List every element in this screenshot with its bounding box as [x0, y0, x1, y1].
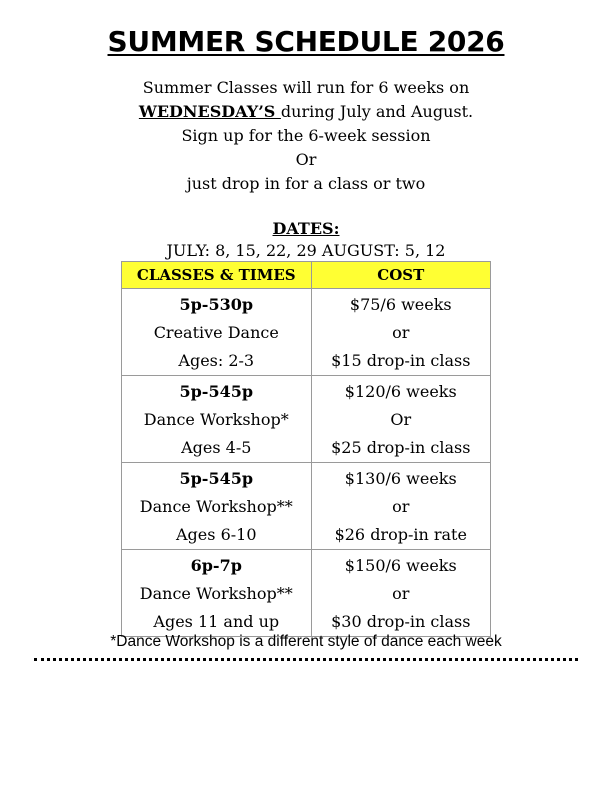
- class-name: Dance Workshop*: [143, 410, 289, 429]
- table-row: [122, 463, 491, 550]
- class-cell: [122, 289, 312, 376]
- footnote: *Dance Workshop is a different style of dance each week: [110, 633, 502, 650]
- table-row: [122, 550, 491, 637]
- table-header-row: [122, 262, 491, 289]
- class-cell: [122, 550, 312, 637]
- cost-or: or: [392, 497, 410, 516]
- cost-cell: [311, 463, 490, 550]
- schedule-table: [121, 261, 491, 637]
- session-cost: $75/6 weeks: [349, 295, 452, 314]
- session-cost: $130/6 weeks: [344, 469, 457, 488]
- intro-line-1: Summer Classes will run for 6 weeks on: [142, 78, 470, 97]
- dropin-cost: $30 drop-in class: [331, 612, 471, 631]
- header-classes-times: CLASSES & TIMES: [122, 262, 312, 289]
- dropin-cost: $25 drop-in class: [331, 438, 471, 457]
- class-name: Dance Workshop**: [139, 497, 293, 516]
- cost-cell: [311, 550, 490, 637]
- cost-or: or: [392, 323, 410, 342]
- dropin-cost: $15 drop-in class: [331, 351, 471, 370]
- class-time: 5p-545p: [179, 382, 254, 401]
- intro-text: [0, 76, 612, 196]
- class-cell: [122, 376, 312, 463]
- intro-line-2-rest: during July and August.: [280, 102, 474, 121]
- intro-line-3: Sign up for the 6-week session: [181, 126, 431, 145]
- class-time: 5p-530p: [179, 295, 254, 314]
- class-name: Dance Workshop**: [139, 584, 293, 603]
- class-ages: Ages: 2-3: [178, 351, 255, 370]
- header-cost: COST: [311, 262, 490, 289]
- class-ages: Ages 4-5: [181, 438, 252, 457]
- cost-or: or: [392, 584, 410, 603]
- dates-heading: DATES:: [272, 219, 340, 238]
- cost-cell: [311, 376, 490, 463]
- intro-line-4: Or: [295, 150, 317, 169]
- class-ages: Ages 11 and up: [153, 612, 280, 631]
- intro-weekday: WEDNESDAY’S: [138, 102, 281, 121]
- class-ages: Ages 6-10: [176, 525, 257, 544]
- cost-or: Or: [390, 410, 412, 429]
- dotted-divider: [34, 658, 578, 661]
- dropin-cost: $26 drop-in rate: [334, 525, 467, 544]
- page-title: SUMMER SCHEDULE 2026: [107, 25, 505, 58]
- cost-cell: [311, 289, 490, 376]
- session-cost: $150/6 weeks: [344, 556, 457, 575]
- class-time: 6p-7p: [190, 556, 242, 575]
- table-row: [122, 289, 491, 376]
- dates-list: JULY: 8, 15, 22, 29 AUGUST: 5, 12: [166, 241, 446, 260]
- class-name: Creative Dance: [153, 323, 279, 342]
- class-cell: [122, 463, 312, 550]
- intro-line-5: just drop in for a class or two: [186, 174, 426, 193]
- table-row: [122, 376, 491, 463]
- session-cost: $120/6 weeks: [344, 382, 457, 401]
- intro-line-2: [0, 100, 612, 124]
- class-time: 5p-545p: [179, 469, 254, 488]
